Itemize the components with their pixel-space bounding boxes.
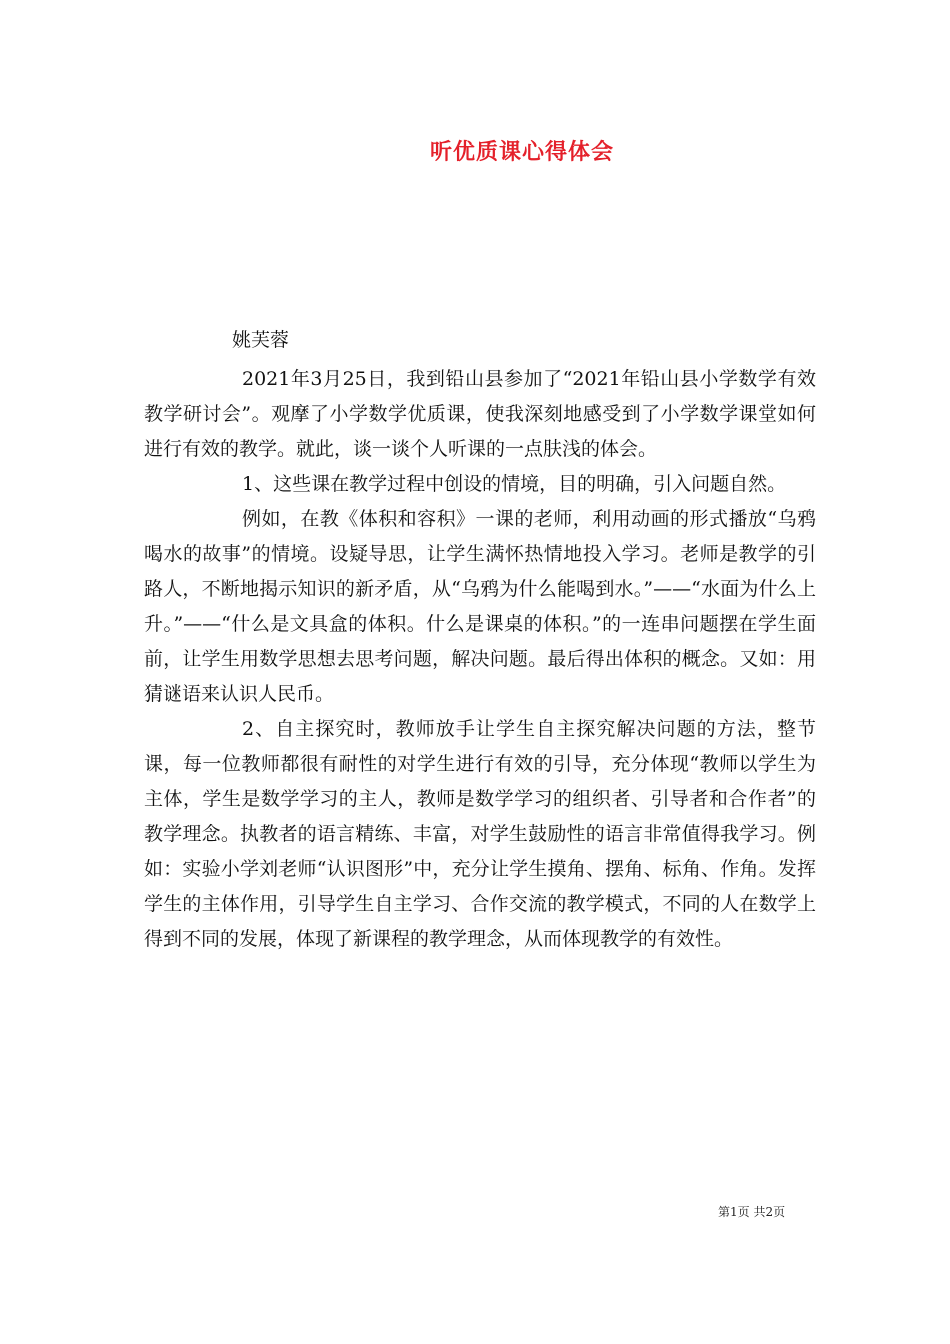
paragraph-example-1: 例如，在教《体积和容积》一课的老师，利用动画的形式播放“乌鸦喝水的故事”的情境。设疑导思，让学生满怀热情地投入学习。老师是教学的引路人，不断地揭示知识的新矛盾，从“乌鸦为什么能喝到水。”——“水面为什么上升。”——“什么是文具盒的体积。什么是课桌的体积。”的一连串问题摆在学生面前，让学生用数学思想去思考问题，解决问题。最后得出体积的概念。又如：用猜谜语来认识人民币。 — [144, 508, 816, 705]
document-body — [144, 362, 816, 957]
paragraph-point-2: 2、自主探究时，教师放手让学生自主探究解决问题的方法，整节课，每一位教师都很有耐性的对学生进行有效的引导，充分体现“教师以学生为主体，学生是数学学习的主人，教师是数学学习的组织者、引导者和合作者”的教学理念。执教者的语言精练、丰富，对学生鼓励性的语言非常值得我学习。例如：实验小学刘老师“认识图形”中，充分让学生摸角、摆角、标角、作角。发挥学生的主体作用，引导学生自主学习、合作交流的教学模式，不同的人在数学上得到不同的发展，体现了新课程的教学理念，从而体现教学的有效性。 — [144, 718, 816, 950]
author-name: 姚芙蓉 — [232, 329, 290, 351]
page-number-footer: 第1页 共2页 — [718, 1205, 786, 1219]
paragraph-intro: 2021年3月25日，我到铅山县参加了“2021年铅山县小学数学有效教学研讨会”。观摩了小学数学优质课，使我深刻地感受到了小学数学课堂如何进行有效的教学。就此，谈一谈个人听课的一点肤浅的体会。 — [144, 368, 816, 460]
document-title: 听优质课心得体会 — [430, 139, 615, 165]
paragraph-point-1: 1、这些课在教学过程中创设的情境，目的明确，引入问题自然。 — [242, 473, 787, 495]
